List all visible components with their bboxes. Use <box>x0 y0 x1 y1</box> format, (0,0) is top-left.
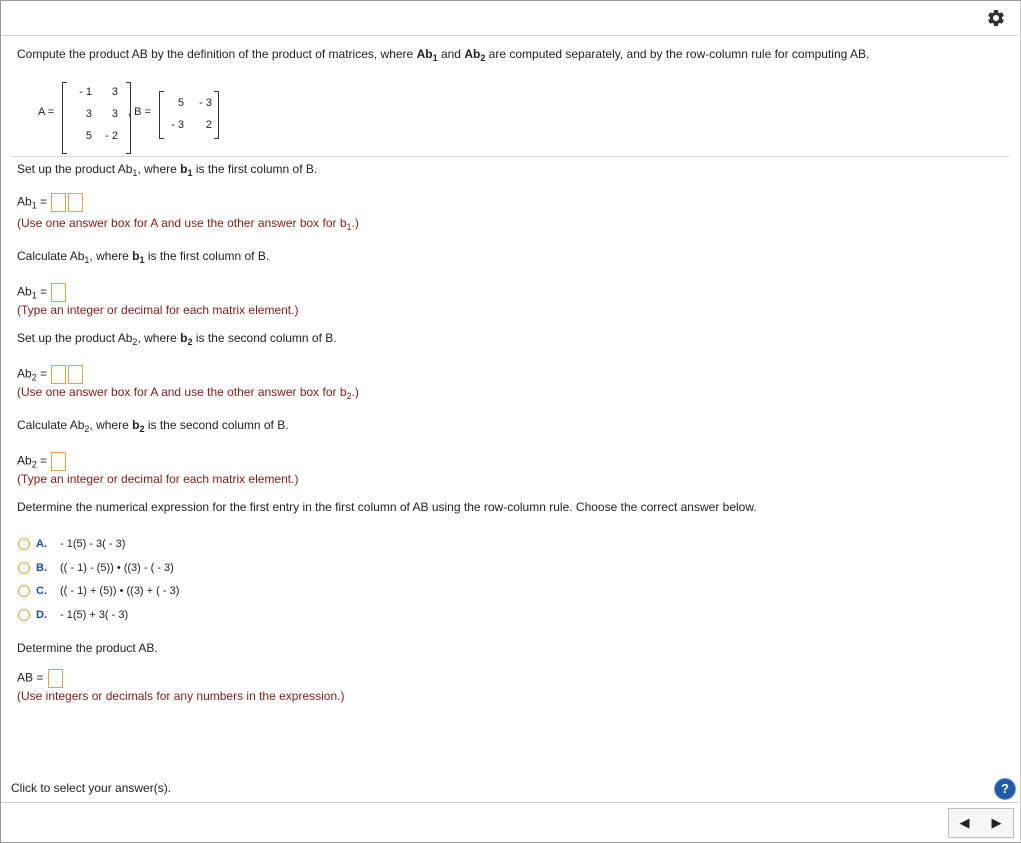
matrix-a-label: A = <box>38 106 55 118</box>
navigation-box <box>948 808 1014 838</box>
step1-mid: , where <box>137 162 177 176</box>
step6-answer <box>17 669 63 688</box>
matrix-a-cell: - 2 <box>105 130 118 142</box>
answer-box-matrix-a[interactable] <box>51 193 66 212</box>
step2-hint: (Type an integer or decimal for each matrix element.) <box>17 303 299 317</box>
step4-mid: , where <box>89 418 129 432</box>
step1-hint-end: .) <box>351 216 359 230</box>
matrix-b-cell: - 3 <box>199 97 212 109</box>
step1-b: b <box>180 162 188 176</box>
section-divider <box>11 156 1009 157</box>
matrix-b-right-bracket <box>214 91 219 139</box>
step6-text: Determine the product AB. <box>17 641 158 655</box>
option-d-radio[interactable] <box>18 609 30 621</box>
option-d-letter[interactable]: D. <box>36 609 47 621</box>
step1-b-sub: 1 <box>187 168 193 178</box>
prompt-and: and <box>440 47 461 61</box>
step6-label: AB = <box>17 670 44 685</box>
step2-eq: = <box>40 284 48 299</box>
option-b-text[interactable]: (( - 1) - (5)) • ((3) - ( - 3) <box>60 562 174 574</box>
matrix-b-cell: 2 <box>205 119 212 131</box>
step4-lead: Calculate Ab <box>17 418 85 432</box>
prompt-ab2: Ab <box>464 47 481 61</box>
step3-hint-text: (Use one answer box for A and use the other answer box for b <box>17 385 347 399</box>
step1-hint <box>17 216 359 230</box>
step1-label-sub: 1 <box>31 200 37 211</box>
top-bar <box>1 1 1018 36</box>
step3-b-sub: 2 <box>187 337 193 347</box>
step4-eq: = <box>40 453 48 468</box>
step3-hint-sub: 2 <box>346 391 352 401</box>
step3-answer <box>17 365 83 384</box>
step3-mid: , where <box>137 331 177 345</box>
matrix-b-cell: - 3 <box>171 119 184 131</box>
step4-label: Ab <box>17 453 32 468</box>
step2-b-sub: 1 <box>139 255 145 265</box>
step3-label: Ab <box>17 366 32 381</box>
answer-box-ab2-result[interactable] <box>51 452 66 471</box>
matrix-a-cell: 3 <box>111 86 118 98</box>
matrix-a-cell: 3 <box>111 108 118 120</box>
step3-label-sub: 2 <box>31 372 37 383</box>
previous-arrow-icon[interactable]: ◀ <box>959 815 970 830</box>
prompt-sub2: 2 <box>480 53 486 63</box>
step4-text <box>17 418 289 432</box>
step3-hint <box>17 385 359 399</box>
option-c-letter[interactable]: C. <box>36 585 47 597</box>
option-c-text[interactable]: (( - 1) + (5)) • ((3) + ( - 3) <box>60 585 180 597</box>
gear-icon[interactable] <box>986 8 1006 28</box>
status-text: Click to select your answer(s). <box>11 781 172 795</box>
option-b-radio[interactable] <box>18 562 30 574</box>
step1-text <box>17 162 317 176</box>
next-arrow-icon[interactable]: ▶ <box>991 815 1002 830</box>
step4-label-sub: 2 <box>31 459 37 470</box>
step4-hint: (Type an integer or decimal for each matrix element.) <box>17 472 299 486</box>
question-prompt <box>17 47 869 61</box>
step3-b: b <box>180 331 188 345</box>
matrix-a-left-bracket <box>62 82 67 154</box>
matrix-b-cell: 5 <box>177 97 184 109</box>
step3-lead: Set up the product Ab <box>17 331 133 345</box>
step2-lead: Calculate Ab <box>17 249 85 263</box>
prompt-text: Compute the product AB by the definition of the product of matrices, where <box>17 47 414 61</box>
step2-tail: is the first column of B. <box>147 249 270 263</box>
matrix-a-cell: - 1 <box>79 86 92 98</box>
option-d-text[interactable]: - 1(5) + 3( - 3) <box>60 609 129 621</box>
step3-tail: is the second column of B. <box>195 331 337 345</box>
step1-answer <box>17 193 83 212</box>
option-c-radio[interactable] <box>18 585 30 597</box>
step1-hint-sub: 1 <box>346 222 352 232</box>
step4-sub: 2 <box>84 424 90 434</box>
matrix-a-right-bracket <box>126 82 131 154</box>
step2-answer <box>17 283 66 302</box>
step4-tail: is the second column of B. <box>147 418 289 432</box>
answer-box-vector-b2[interactable] <box>68 365 83 384</box>
step3-hint-end: .) <box>351 385 359 399</box>
step6-hint: (Use integers or decimals for any numbers in the expression.) <box>17 689 345 703</box>
step1-sub: 1 <box>132 168 138 178</box>
step1-label: Ab <box>17 194 32 209</box>
option-a-letter[interactable]: A. <box>36 538 47 550</box>
step2-label: Ab <box>17 284 32 299</box>
help-icon[interactable]: ? <box>994 778 1016 800</box>
step2-mid: , where <box>89 249 129 263</box>
step2-text <box>17 249 269 263</box>
prompt-ab1: Ab <box>416 47 433 61</box>
answer-box-ab1-result[interactable] <box>51 283 66 302</box>
matrix-b-label: , B = <box>128 106 151 118</box>
answer-box-ab-product[interactable] <box>48 669 63 688</box>
option-b-letter[interactable]: B. <box>36 562 47 574</box>
step1-tail: is the first column of B. <box>195 162 318 176</box>
step2-sub: 1 <box>84 255 90 265</box>
step2-label-sub: 1 <box>31 290 37 301</box>
step4-b: b <box>132 418 140 432</box>
prompt-sub1: 1 <box>432 53 438 63</box>
step3-eq: = <box>40 366 48 381</box>
matrix-a-cell: 3 <box>85 108 92 120</box>
answer-box-vector-b1[interactable] <box>68 193 83 212</box>
option-a-text[interactable]: - 1(5) - 3( - 3) <box>60 538 126 550</box>
option-a-radio[interactable] <box>18 538 30 550</box>
step1-hint-text: (Use one answer box for A and use the other answer box for b <box>17 216 347 230</box>
footer-divider <box>1 802 1018 803</box>
answer-box-matrix-a-2[interactable] <box>51 365 66 384</box>
step3-sub: 2 <box>132 337 138 347</box>
step3-text <box>17 331 337 345</box>
prompt-tail: are computed separately, and by the row-column rule for computing AB. <box>488 47 870 61</box>
step1-lead: Set up the product Ab <box>17 162 133 176</box>
step4-answer <box>17 452 66 471</box>
step5-text: Determine the numerical expression for the first entry in the first column of AB using the row-column rule. Choose the correct answer below. <box>17 500 757 514</box>
step1-eq: = <box>40 194 48 209</box>
matrix-a-cell: 5 <box>85 130 92 142</box>
step2-b: b <box>132 249 140 263</box>
step4-b-sub: 2 <box>139 424 145 434</box>
